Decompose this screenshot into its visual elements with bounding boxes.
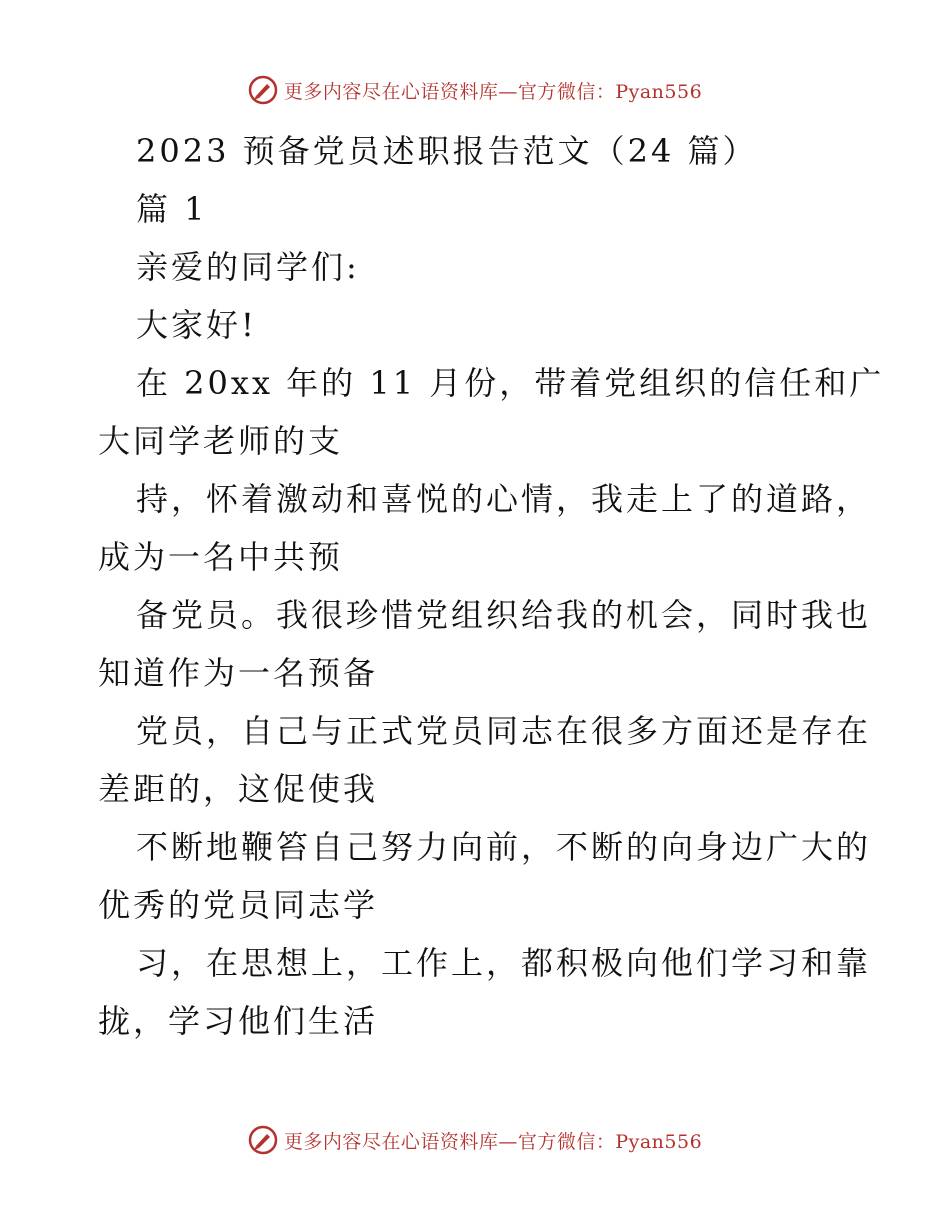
paragraph-line: 亲爱的同学们: [136, 248, 360, 286]
header-banner [0, 70, 950, 110]
banner-text: 更多内容尽在心语资料库—官方微信：Pyan556 [283, 80, 703, 103]
document-title: 2023 预备党员述职报告范文（24 篇） [136, 132, 758, 170]
pen-nib-logo-icon [248, 1125, 278, 1155]
paragraph-line: 习，在思想上，工作上，都积极向他们学习和靠 [136, 944, 872, 982]
paragraph-line: 大家好! [136, 306, 257, 344]
document-body [98, 122, 885, 1050]
paragraph-line: 知道作为一名预备 [98, 654, 379, 692]
banner-text: 更多内容尽在心语资料库—官方微信：Pyan556 [283, 1130, 703, 1153]
paragraph-line: 大同学老师的支 [98, 422, 344, 460]
paragraph-line: 拢，学习他们生活 [98, 1002, 379, 1040]
paragraph-line: 在 20xx 年的 11 月份，带着党组织的信任和广 [136, 364, 885, 402]
paragraph-line: 不断地鞭笞自己努力向前，不断的向身边广大的 [136, 828, 872, 866]
footer-banner [0, 1120, 950, 1160]
paragraph-line: 差距的，这促使我 [98, 770, 379, 808]
paragraph-line: 党员，自己与正式党员同志在很多方面还是存在 [136, 712, 872, 750]
paragraph-line: 优秀的党员同志学 [98, 886, 379, 924]
section-heading: 篇 1 [136, 190, 208, 228]
paragraph-line: 备党员。我很珍惜党组织给我的机会，同时我也 [136, 596, 872, 634]
paragraph-line: 持，怀着激动和喜悦的心情，我走上了的道路， [136, 480, 872, 518]
paragraph-line: 成为一名中共预 [98, 538, 344, 576]
pen-nib-logo-icon [248, 75, 278, 105]
